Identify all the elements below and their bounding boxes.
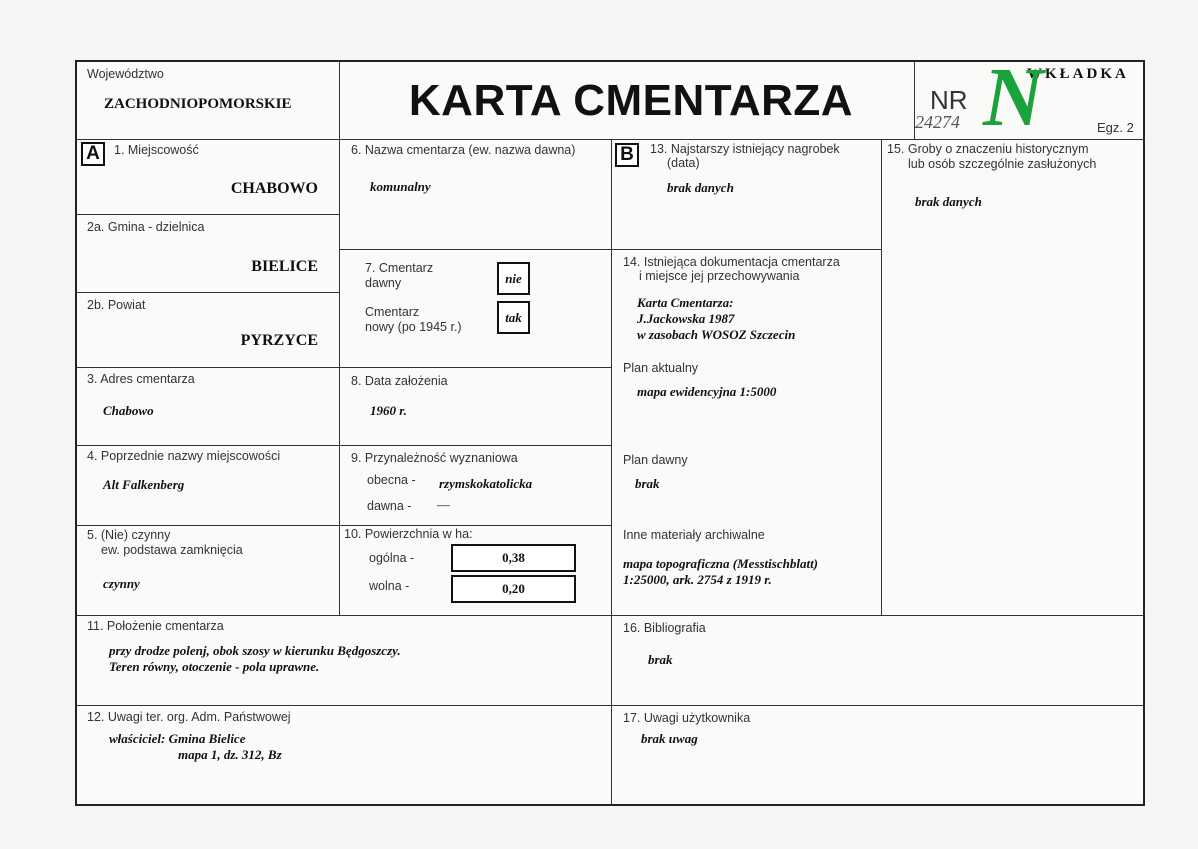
f10-wolna-box: 0,20 [451, 575, 576, 603]
f2b-value: PYRZYCE [240, 332, 318, 349]
f11-value-line2: Teren równy, otoczenie - pola uprawne. [109, 659, 320, 674]
plan-aktualny-label: Plan aktualny [623, 361, 699, 375]
f14-value-line2: J.Jackowska 1987 [637, 311, 735, 326]
wojewodztwo-label: Województwo [87, 67, 164, 81]
f16-value: brak [648, 652, 673, 667]
f8-label: 8. Data założenia [351, 374, 448, 388]
f7-label-line1: 7. Cmentarz [365, 261, 434, 275]
f9-dawna-value: — [437, 497, 450, 512]
col-divider-3 [881, 139, 882, 615]
f14-value-line3: w zasobach WOSOZ Szczecin [637, 327, 796, 342]
inne-label: Inne materiały archiwalne [623, 528, 765, 542]
f5-value: czynny [103, 576, 140, 591]
f4-label: 4. Poprzednie nazwy miejscowości [87, 449, 281, 463]
f13-label-line2: (data) [667, 156, 700, 170]
inne-value-line2: 1:25000, ark. 2754 z 1919 r. [623, 572, 772, 587]
green-marker-letter: N [983, 51, 1044, 144]
f15-value: brak danych [915, 194, 982, 209]
f17-label: 17. Uwagi użytkownika [623, 711, 751, 725]
f7-nowy-box: tak [497, 301, 530, 334]
f12-value-line2: mapa 1, dz. 312, Bz [178, 747, 282, 762]
f1-value: CHABOWO [230, 180, 318, 197]
wkladka-label: WKŁADKA [1027, 66, 1129, 82]
f6-label: 6. Nazwa cmentarza (ew. nazwa dawna) [351, 143, 576, 157]
section-b-badge: B [615, 143, 639, 167]
row-divider-b1 [339, 249, 611, 250]
cemetery-card-form [75, 51, 1145, 806]
f14-value-line1: Karta Cmentarza: [637, 295, 734, 310]
f13-label-line1: 13. Najstarszy istniejący nagrobek [650, 142, 840, 156]
f9-obecna-label: obecna - [367, 473, 416, 487]
f1-label: 1. Miejscowość [114, 143, 199, 157]
f6-value: komunalny [370, 179, 431, 194]
row-divider-a3 [77, 367, 339, 368]
f12-label: 12. Uwagi ter. org. Adm. Państwowej [87, 710, 291, 724]
row-divider-c1 [611, 249, 881, 250]
f15-label-line2: lub osób szczególnie zasłużonych [908, 157, 1097, 171]
f7-label-line2: dawny [365, 276, 402, 290]
f17-value: brak uwag [641, 731, 698, 746]
section-a-badge: A [81, 142, 105, 166]
row-divider-bottom [77, 705, 1145, 706]
row-divider-main [77, 615, 1145, 616]
nr-label: NR [930, 85, 968, 115]
f16-label: 16. Bibliografia [623, 621, 706, 635]
f14-label-line2: i miejsce jej przechowywania [639, 269, 800, 283]
row-divider-a4 [77, 445, 611, 446]
f10-ogolna-box: 0,38 [451, 544, 576, 572]
f5-label-line1: 5. (Nie) czynny [87, 528, 171, 542]
f2a-label: 2a. Gmina - dzielnica [87, 220, 205, 234]
row-divider-b2 [339, 367, 611, 368]
f4-value: Alt Falkenberg [103, 477, 185, 492]
f9-dawna-label: dawna - [367, 499, 412, 513]
f11-value-line1: przy drodze polenj, obok szosy w kierunku Będgoszczy. [109, 643, 401, 658]
f13-value: brak danych [667, 180, 734, 195]
f7-dawny-box: nie [497, 262, 530, 295]
plan-dawny-label: Plan dawny [623, 453, 688, 467]
f8-value: 1960 r. [370, 403, 407, 418]
f2a-value: BIELICE [251, 258, 318, 275]
row-divider-a2 [77, 292, 339, 293]
nr-handwritten-number: 24274 [915, 112, 960, 132]
f12-value-line1: właściciel: Gmina Bielice [109, 731, 246, 746]
egzemplarz-label: Egz. 2 [1097, 120, 1134, 135]
f9-obecna-value: rzymskokatolicka [439, 476, 533, 491]
f5-label-line2: ew. podstawa zamknięcia [101, 543, 243, 557]
f14-label-line1: 14. Istniejąca dokumentacja cmentarza [623, 255, 840, 269]
f7-label-line3: Cmentarz [365, 305, 420, 319]
row-divider-a5 [77, 525, 611, 526]
plan-aktualny-value: mapa ewidencyjna 1:5000 [637, 384, 777, 399]
col-divider-1 [339, 62, 340, 615]
f10-ogolna-label: ogólna - [369, 551, 415, 565]
f3-value: Chabowo [103, 403, 154, 418]
f10-label: 10. Powierzchnia w ha: [344, 527, 473, 541]
f10-wolna-label: wolna - [369, 579, 410, 593]
page-title: KARTA CMENTARZA [408, 76, 854, 125]
inne-value-line1: mapa topograficzna (Messtischblatt) [623, 556, 819, 571]
wojewodztwo-value: ZACHODNIOPOMORSKIE [104, 96, 292, 112]
f3-label: 3. Adres cmentarza [87, 372, 195, 386]
f7-label-line4: nowy (po 1945 r.) [365, 320, 462, 334]
f15-label-line1: 15. Groby o znaczeniu historycznym [887, 142, 1089, 156]
row-divider-a1 [77, 214, 339, 215]
f9-label: 9. Przynależność wyznaniowa [351, 451, 518, 465]
f11-label: 11. Położenie cmentarza [87, 619, 224, 633]
f2b-label: 2b. Powiat [87, 298, 146, 312]
plan-dawny-value: brak [635, 476, 660, 491]
